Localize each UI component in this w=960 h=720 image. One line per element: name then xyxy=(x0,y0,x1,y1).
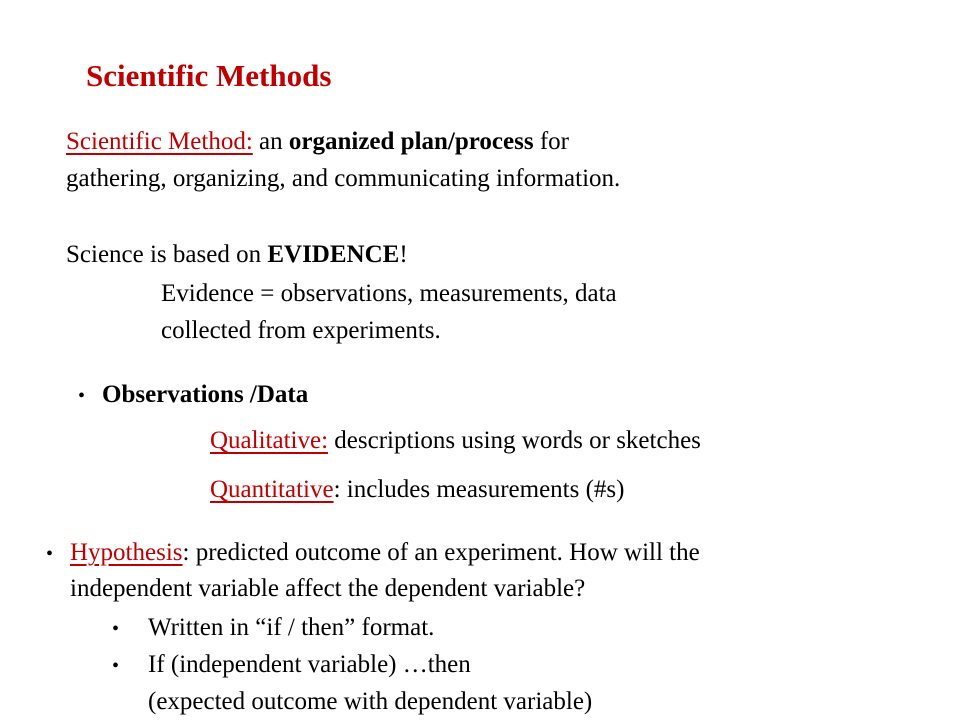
quantitative-row xyxy=(210,472,624,508)
hypothesis-term: Hypothesis xyxy=(70,539,183,566)
qualitative-row xyxy=(210,423,701,459)
hypothesis-sub-1 xyxy=(112,610,434,647)
hypothesis-sub-1-text: Written in “if / then” format. xyxy=(148,614,435,641)
evidence-line-2: Evidence = observations, measurements, data xyxy=(161,280,617,307)
slide-title: Scientific Methods xyxy=(86,58,332,93)
quantitative-text: : includes measurements (#s) xyxy=(333,476,625,503)
hypothesis-sub-2 xyxy=(112,647,471,684)
bullet-icon: • xyxy=(112,618,120,640)
definition-line-1 xyxy=(66,124,569,160)
definition-line-2: gathering, organizing, and communicating information. xyxy=(66,165,621,192)
observations-heading: Observations /Data xyxy=(102,381,309,408)
bullet-icon: • xyxy=(78,385,86,407)
hypothesis-text: : predicted outcome of an experiment. How will the xyxy=(182,539,700,566)
qualitative-text: descriptions using words or sketches xyxy=(328,427,701,454)
bullet-icon: • xyxy=(46,543,54,565)
bullet-icon: • xyxy=(112,655,120,677)
evidence-line-1 xyxy=(66,237,408,273)
hypothesis-sub-2-text: If (independent variable) …then xyxy=(148,651,471,678)
hypothesis-line-2: independent variable affect the dependent variable? xyxy=(70,575,586,602)
evidence-line-3: collected from experiments. xyxy=(161,317,441,344)
observations-heading-row xyxy=(78,377,308,414)
hypothesis-row xyxy=(46,535,700,572)
evidence-end: ! xyxy=(399,241,408,268)
evidence-bold: EVIDENCE xyxy=(267,241,400,268)
evidence-text: Science is based on xyxy=(66,241,268,268)
definition-text-2: for xyxy=(533,128,569,155)
quantitative-term: Quantitative xyxy=(210,476,334,503)
hypothesis-sub-2-cont: (expected outcome with dependent variable) xyxy=(148,688,593,715)
definition-bold: organized plan/process xyxy=(288,128,534,155)
definition-term: Scientific Method: xyxy=(66,128,253,155)
qualitative-term: Qualitative: xyxy=(210,427,329,454)
definition-text-1: an xyxy=(252,128,289,155)
